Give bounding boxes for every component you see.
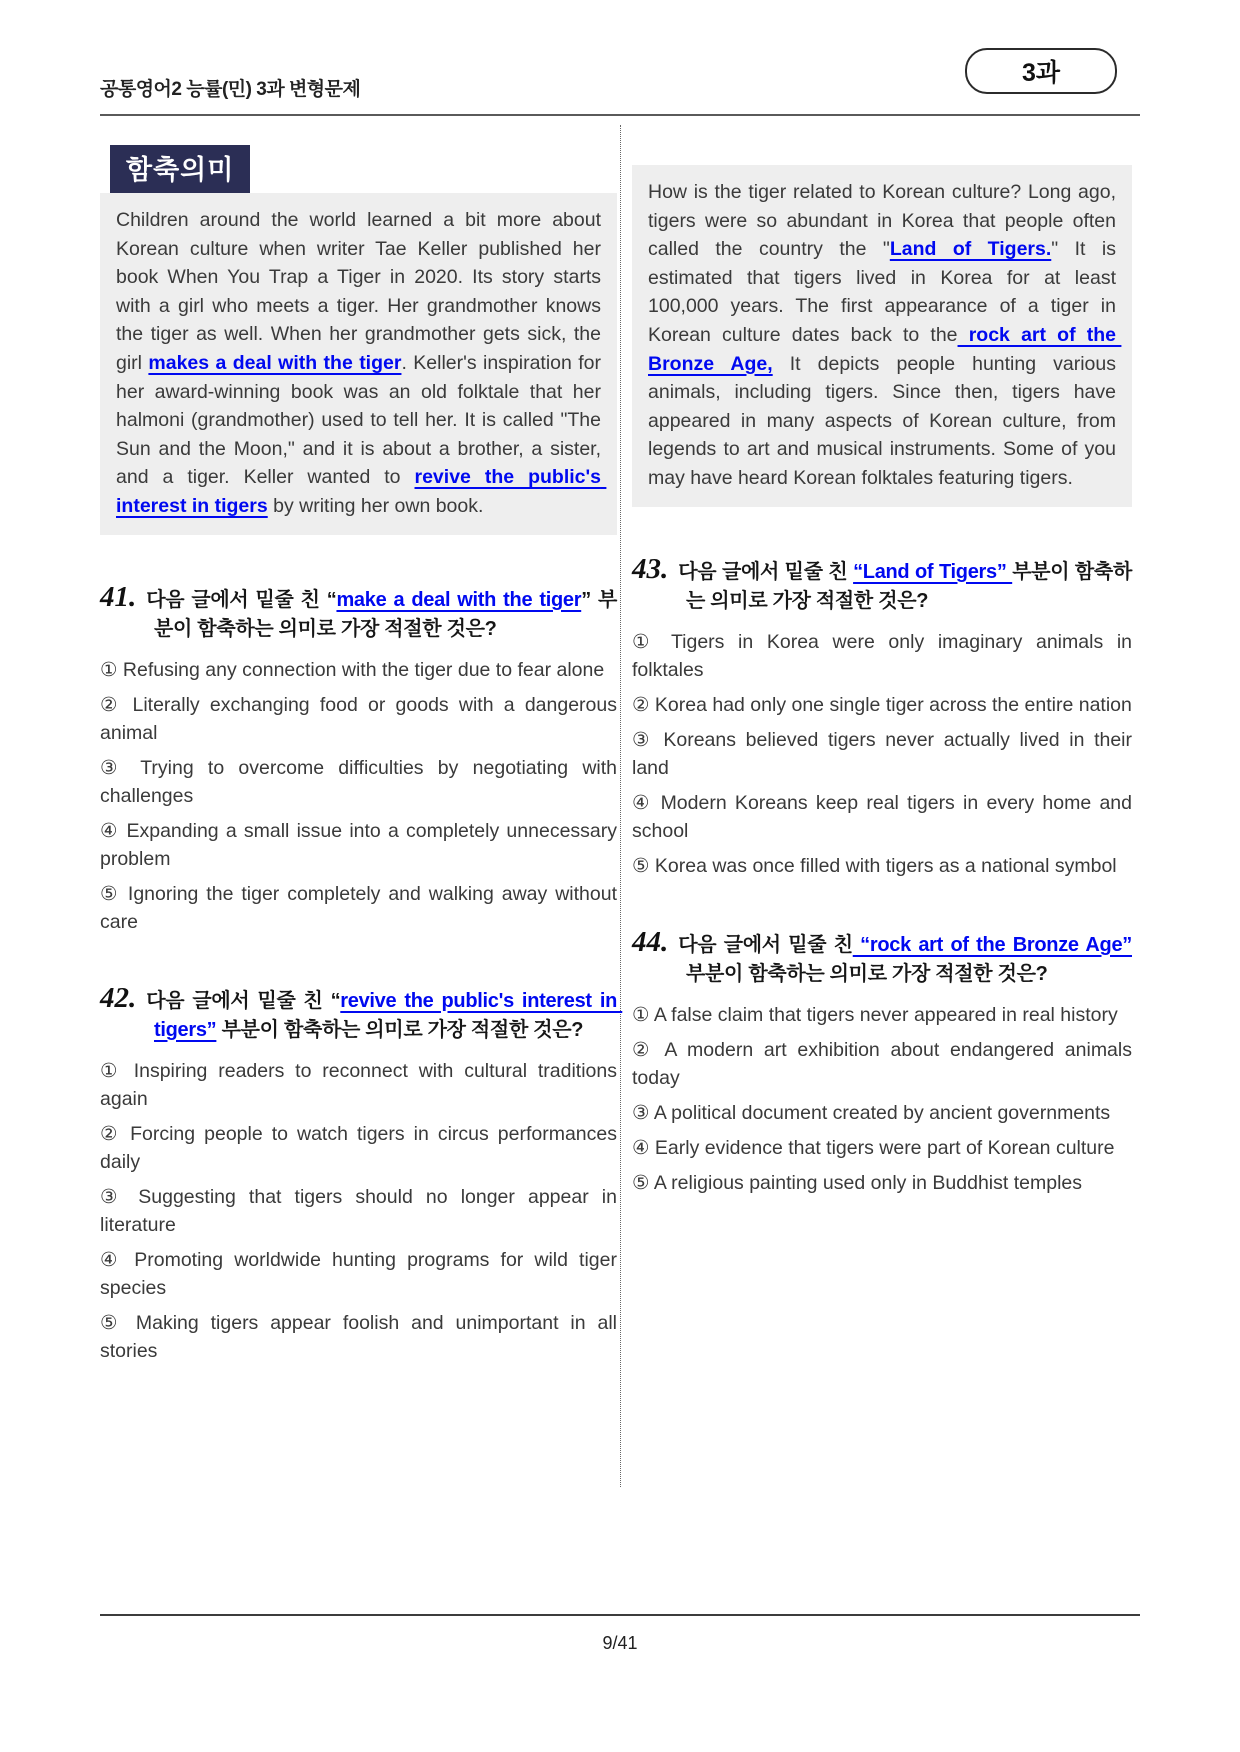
question-43-number: 43. (632, 552, 669, 585)
header-divider-line (100, 114, 1140, 116)
stem-text: 부분이 함축하는 의미로 가장 적절한 것은? (686, 560, 1132, 612)
passage-text: by writing her own book. (267, 494, 484, 517)
question-42 (100, 981, 623, 1365)
question-42-option-2: ② Forcing people to watch tigers in circus performances daily (100, 1122, 617, 1173)
question-43 (632, 552, 1132, 880)
question-44-option-4: ④ Early evidence that tigers were part of Korean culture (632, 1136, 1115, 1159)
question-42-option-3: ③ Suggesting that tigers should no longer appear in literature (100, 1185, 617, 1236)
passage-tiger-korean-culture (632, 165, 1132, 507)
question-42-option-4: ④ Promoting worldwide hunting programs for wild tiger species (100, 1248, 617, 1299)
page-number: 9/41 (602, 1633, 638, 1653)
question-41-option-1: ① Refusing any connection with the tiger due to fear alone (100, 658, 605, 681)
question-44-option-2: ② A modern art exhibition about endangered animals today (632, 1038, 1132, 1089)
question-44-options (632, 1001, 1132, 1197)
stem-text: 다음 글에서 밑줄 친 “ (146, 588, 337, 611)
section-label: 함축의미 (110, 145, 250, 193)
question-41-option-2: ② Literally exchanging food or goods with a dangerous animal (100, 693, 617, 744)
question-41-option-5: ⑤ Ignoring the tiger completely and walking away without care (100, 882, 617, 933)
chapter-badge (965, 48, 1117, 94)
document-title: 공통영어2 능률(민) 3과 변형문제 (100, 79, 361, 100)
stem-text: 다음 글에서 밑줄 친 (678, 933, 853, 956)
question-42-option-1: ① Inspiring readers to reconnect with cultural traditions again (100, 1059, 617, 1110)
question-41-number: 41. (100, 580, 137, 613)
stem-underlined-phrase: “Land of Tigers” (853, 560, 1013, 583)
stem-text: 부분이 함축하는 의미로 가장 적절한 것은? (686, 962, 1048, 985)
question-44-option-3: ③ A political document created by ancient governments (632, 1101, 1111, 1124)
passage-tae-keller (100, 193, 617, 535)
underlined-phrase-makes-a-deal: makes a deal with the tiger (148, 351, 402, 374)
question-41-options (100, 656, 617, 936)
question-41 (100, 580, 618, 936)
stem-text: ” 부분이 함축하는 의미로 가장 적절한 것은? (154, 588, 618, 640)
question-43-options (632, 628, 1132, 880)
content-columns (100, 125, 1140, 1372)
question-43-option-3: ③ Koreans believed tigers never actually lived in their land (632, 728, 1132, 779)
question-42-number: 42. (100, 981, 137, 1014)
question-43-option-4: ④ Modern Koreans keep real tigers in every home and school (632, 791, 1132, 842)
question-44-option-1: ① A false claim that tigers never appeared in real history (632, 1003, 1118, 1026)
question-44 (632, 925, 1132, 1197)
question-43-option-2: ② Korea had only one single tiger across the entire nation (632, 693, 1132, 716)
passage-text: . Keller's inspiration for her award-winning book was an old folktale that her halmoni (grandmother) used to tell her. It is called "The Sun and the Moon," and it is about a brother, a sister, and a tiger. Keller wanted to (116, 351, 602, 489)
left-column (100, 125, 623, 1372)
stem-underlined-phrase: make a deal with the tiger (336, 588, 582, 611)
question-41-stem (100, 580, 618, 644)
question-42-options (100, 1057, 617, 1365)
question-44-stem (632, 925, 1132, 989)
question-41-option-3: ③ Trying to overcome difficulties by negotiating with challenges (100, 756, 617, 807)
chapter-badge-label: 3과 (1021, 59, 1061, 87)
question-44-option-5: ⑤ A religious painting used only in Buddhist temples (632, 1171, 1083, 1194)
underlined-phrase-rock-art: rock art of the Bronze Age, (648, 323, 1122, 375)
question-43-option-5: ⑤ Korea was once filled with tigers as a national symbol (632, 854, 1117, 877)
stem-text: 다음 글에서 밑줄 친 (678, 560, 854, 583)
footer-divider-line (100, 1614, 1140, 1616)
question-43-stem (632, 552, 1132, 616)
question-42-stem (100, 981, 623, 1045)
stem-underlined-phrase: revive the public's interest in tigers” (154, 989, 623, 1041)
question-43-option-1: ① Tigers in Korea were only imaginary animals in folktales (632, 630, 1132, 681)
passage-text: How is the tiger related to Korean culture? Long ago, tigers were so abundant in Korea that people often called the country the " (648, 181, 1116, 261)
stem-text: 부분이 함축하는 의미로 가장 적절한 것은? (216, 1018, 584, 1041)
underlined-phrase-land-of-tigers: Land of Tigers. (889, 238, 1052, 261)
stem-text: 다음 글에서 밑줄 친 “ (146, 989, 341, 1012)
stem-underlined-phrase: “rock art of the Bronze Age” (852, 933, 1132, 956)
question-41-option-4: ④ Expanding a small issue into a completely unnecessary problem (100, 819, 617, 870)
passage-text: Children around the world learned a bit more about Korean culture when writer Tae Keller published her book When You Trap a Tiger in 2020. Its story starts with a girl who meets a tiger. Her grandmother knows the tiger as well. When her grandmother gets sick, the girl (116, 209, 601, 374)
right-column (632, 125, 1132, 1204)
question-42-option-5: ⑤ Making tigers appear foolish and unimportant in all stories (100, 1311, 617, 1362)
passage-text: It depicts people hunting various animals, including tigers. Since then, tigers have appeared in many aspects of Korean culture, from legends to art and musical instruments. Some of you may have heard Korean folktales featuring tigers. (648, 352, 1116, 489)
question-44-number: 44. (632, 925, 669, 958)
underlined-phrase-revive-interest: revive the public's interest in tigers (116, 466, 607, 517)
passage-text: " It is estimated that tigers lived in Korea for at least 100,000 years. The first appearance of a tiger in Korean culture dates back to the (648, 238, 1116, 346)
